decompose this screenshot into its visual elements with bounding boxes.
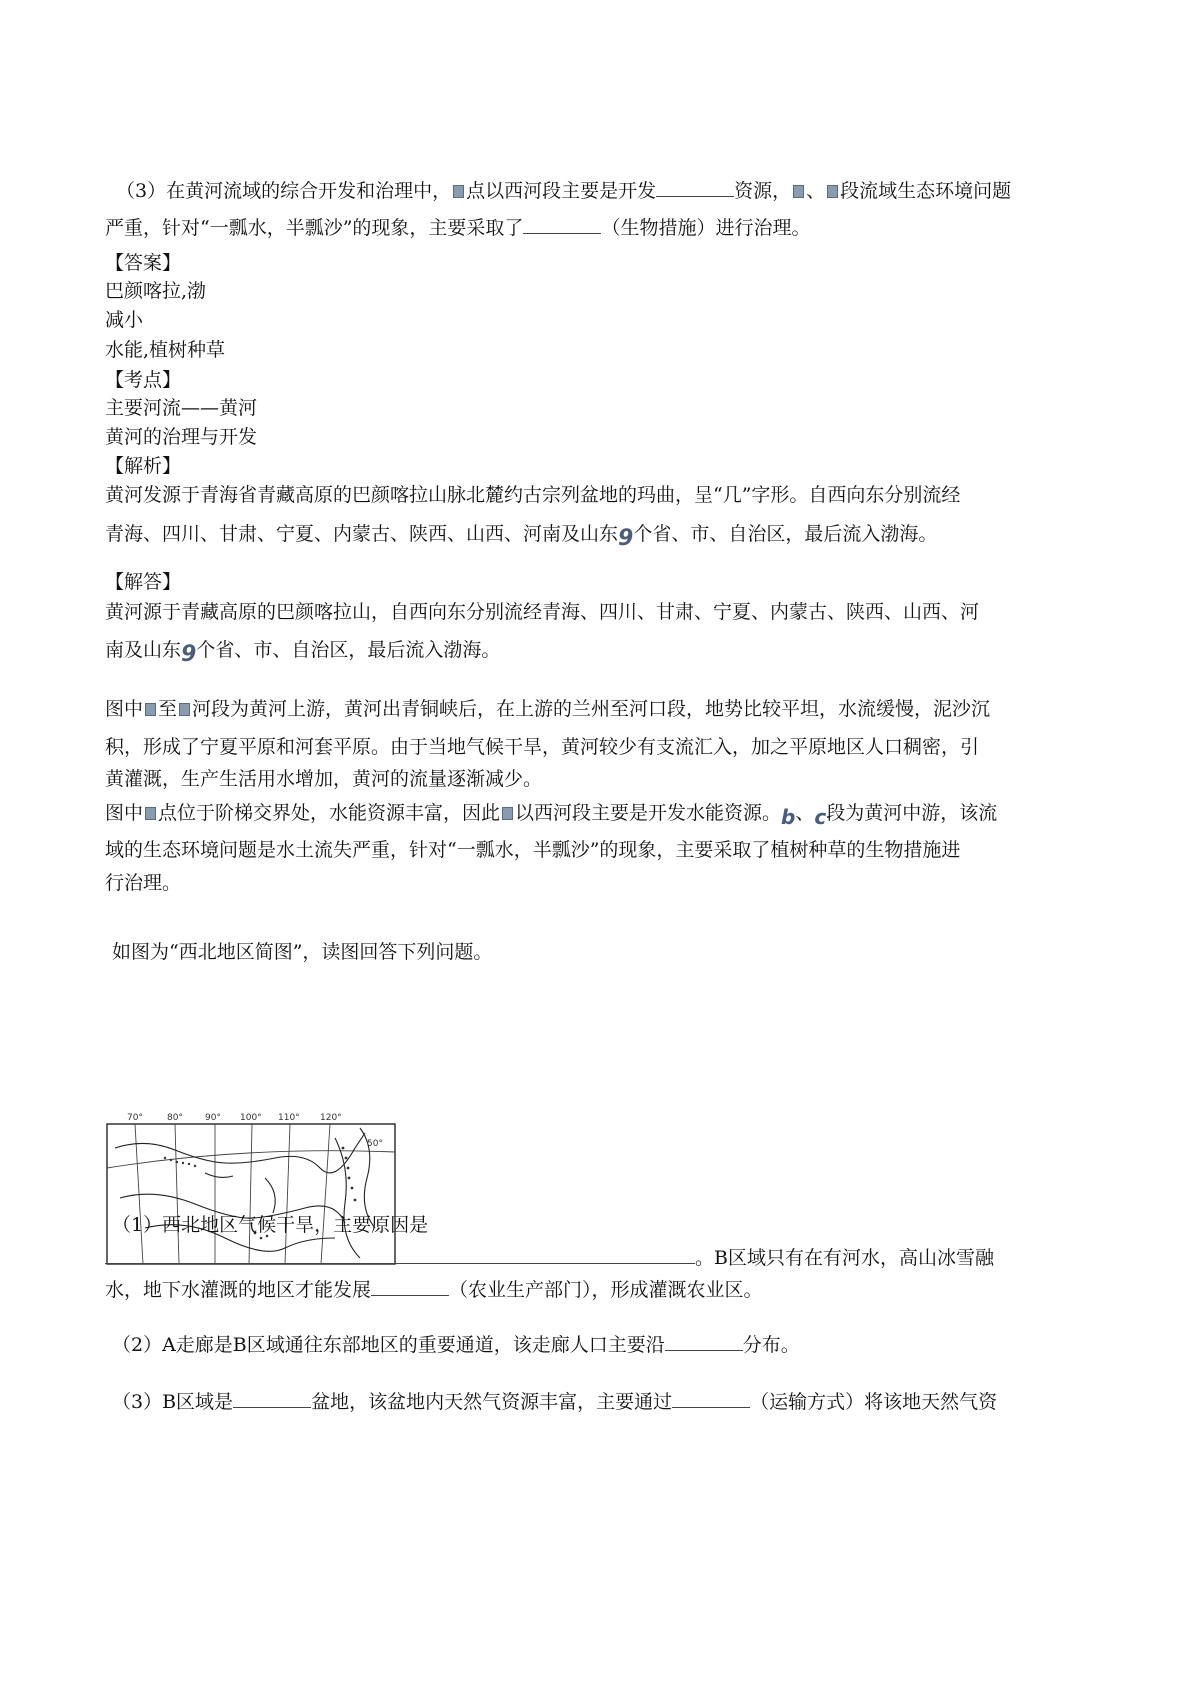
answer-blank[interactable] bbox=[233, 1389, 311, 1408]
number-glyph: 9 bbox=[618, 526, 634, 551]
q2-line bbox=[112, 1332, 800, 1357]
map-label-70: 70° bbox=[127, 1113, 143, 1123]
q3-line2 bbox=[105, 215, 810, 240]
jieda-text: 点位于阶梯交界处，水能资源丰富，因此 bbox=[158, 802, 501, 824]
point-marker-icon bbox=[453, 185, 464, 198]
jiexi-header: 【解析】 bbox=[105, 455, 182, 477]
point-marker-icon bbox=[502, 807, 513, 820]
jieda-text: 南及山东 bbox=[105, 639, 182, 661]
answer-blank[interactable] bbox=[371, 1277, 449, 1296]
jieda-line: 积，形成了宁夏平原和河套平原。由于当地气候干旱，黄河较少有支流汇入，加之平原地区人口稠密，引 bbox=[105, 736, 980, 758]
jieda-text: 图中 bbox=[105, 698, 144, 720]
jiexi-text: 青海、四川、甘肃、宁夏、内蒙古、陕西、山西、河南及山东 bbox=[105, 523, 619, 545]
jieda-line bbox=[105, 638, 501, 667]
answer-line: 巴颜喀拉,渤 bbox=[105, 280, 207, 302]
jieda-text: 图中 bbox=[105, 802, 144, 824]
q1-line bbox=[105, 1277, 763, 1302]
answer-blank[interactable] bbox=[523, 215, 601, 234]
jieda-text: 河段为黄河上游，黄河出青铜峡后，在上游的兰州至河口段，地势比较平坦，水流缓慢，泥沙沉 bbox=[192, 698, 991, 720]
kaodian-line: 主要河流——黄河 bbox=[105, 397, 258, 419]
point-marker-icon bbox=[793, 185, 804, 198]
point-marker-icon bbox=[145, 703, 156, 716]
q3b-text: （3）B区域是 bbox=[112, 1391, 234, 1413]
jieda-line: 域的生态环境问题是水土流失严重，针对“一瓢水，半瓢沙”的现象，主要采取了植树种草的生物措施进 bbox=[105, 839, 961, 861]
answer-blank[interactable] bbox=[105, 1245, 695, 1264]
letter-glyph: b bbox=[781, 805, 796, 829]
q1-text: 。B区域只有在有河水，高山冰雪融 bbox=[695, 1247, 994, 1269]
q1-text: （农业生产部门），形成灌溉农业区。 bbox=[449, 1279, 763, 1301]
q3-text: 点以西河段主要是开发 bbox=[466, 180, 657, 202]
point-marker-icon bbox=[145, 807, 156, 820]
q3-text: 段流域生态环境问题 bbox=[840, 180, 1012, 202]
letter-glyph: c bbox=[814, 805, 827, 829]
q2-text: 分布。 bbox=[742, 1334, 800, 1356]
q1-line bbox=[105, 1245, 994, 1270]
point-marker-icon bbox=[179, 703, 190, 716]
map-label-100: 100° bbox=[240, 1113, 262, 1123]
jieda-text: 个省、市、自治区，最后流入渤海。 bbox=[196, 639, 501, 661]
jieda-text: 段为黄河中游，该流 bbox=[826, 802, 998, 824]
map-label-110: 110° bbox=[278, 1113, 300, 1123]
q3-text: （3）在黄河流域的综合开发和治理中， bbox=[116, 180, 452, 202]
number-glyph: 9 bbox=[181, 642, 197, 667]
kaodian-header: 【考点】 bbox=[105, 369, 182, 391]
jieda-line bbox=[105, 800, 998, 829]
answer-header: 【答案】 bbox=[105, 252, 182, 274]
map-label-120: 120° bbox=[320, 1113, 342, 1123]
map-label-50: 50° bbox=[367, 1139, 383, 1149]
map-label-80: 80° bbox=[167, 1113, 183, 1123]
answer-line: 水能,植树种草 bbox=[105, 339, 226, 361]
jieda-line: 行治理。 bbox=[105, 872, 182, 894]
question-intro: 如图为“西北地区简图”，读图回答下列问题。 bbox=[112, 941, 493, 963]
q1-line: （1）西北地区气候干旱，主要原因是 bbox=[112, 1214, 429, 1236]
q3b-line bbox=[112, 1389, 997, 1414]
answer-blank[interactable] bbox=[656, 178, 734, 197]
q3b-text: 盆地，该盆地内天然气资源丰富，主要通过 bbox=[311, 1391, 673, 1413]
answer-line: 减小 bbox=[105, 309, 144, 331]
jieda-text: 以西河段主要是开发水能资源。 bbox=[515, 802, 782, 824]
kaodian-line: 黄河的治理与开发 bbox=[105, 426, 258, 448]
q1-text: 水，地下水灌溉的地区才能发展 bbox=[105, 1279, 372, 1301]
q2-text: （2）A走廊是B区域通往东部地区的重要通道，该走廊人口主要沿 bbox=[112, 1334, 665, 1356]
jieda-header: 【解答】 bbox=[105, 571, 182, 593]
jieda-line bbox=[105, 697, 990, 721]
point-marker-icon bbox=[827, 185, 838, 198]
separator: 、 bbox=[806, 180, 826, 202]
jiexi-line bbox=[105, 522, 938, 551]
jieda-text: 至 bbox=[158, 698, 178, 720]
jiexi-line: 黄河发源于青海省青藏高原的巴颜喀拉山脉北麓约古宗列盆地的玛曲，呈“几”字形。自西向东分别流经 bbox=[105, 484, 961, 506]
answer-blank[interactable] bbox=[672, 1389, 750, 1408]
q3-text: （生物措施）进行治理。 bbox=[601, 217, 811, 239]
map-label-90: 90° bbox=[205, 1113, 221, 1123]
q3-text: 严重，针对“一瓢水，半瓢沙”的现象，主要采取了 bbox=[105, 217, 524, 239]
answer-blank[interactable] bbox=[665, 1332, 743, 1351]
q3b-text: （运输方式）将该地天然气资 bbox=[750, 1391, 998, 1413]
jieda-line: 黄灌溉，生产生活用水增加，黄河的流量逐渐减少。 bbox=[105, 768, 543, 790]
jiexi-text: 个省、市、自治区，最后流入渤海。 bbox=[633, 523, 938, 545]
q3-text: 资源， bbox=[734, 180, 792, 202]
separator: 、 bbox=[795, 802, 815, 824]
q3-line1 bbox=[116, 178, 1011, 203]
jieda-line: 黄河源于青藏高原的巴颜喀拉山，自西向东分别流经青海、四川、甘肃、宁夏、内蒙古、陕西、山西、河 bbox=[105, 601, 980, 623]
